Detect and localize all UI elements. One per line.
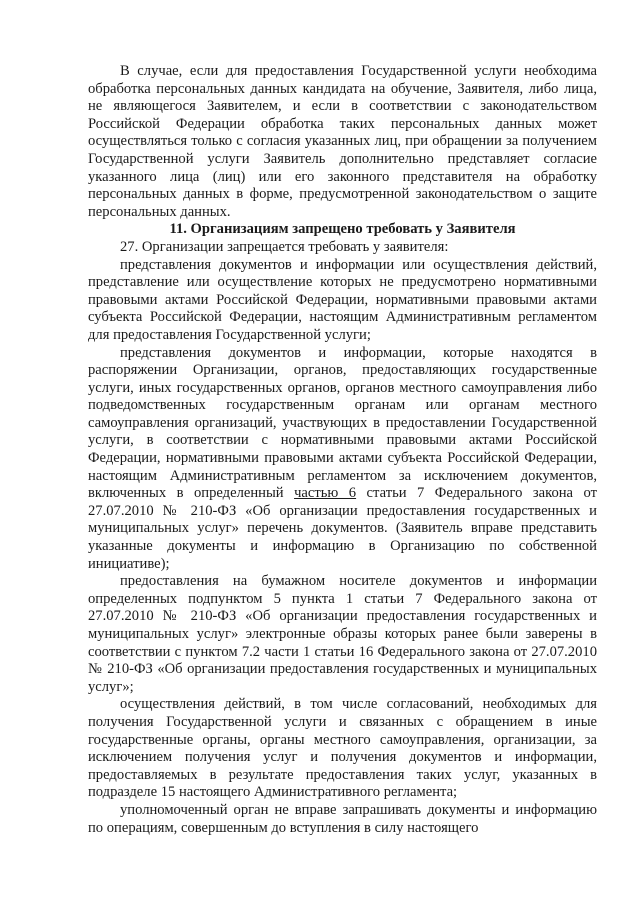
item-2-text-before: представления документов и информации, которые находятся в распоряжении Организации, органов, предоставляющих государственные услуги, иных государственных органов, органов местного самоуправления либо подведомственных государственным органам или органам местного самоуправления организаций, участвующих в предоставлении Государственной услуги, в соответствии с нормативными правовыми актами Российской Федерации, нормативными правовыми актами субъекта Российской Федерации, настоящим Административным регламентом за исключением документов, включенных в определенный [88, 344, 597, 502]
section-heading: 11. Организациям запрещено требовать у Заявителя [169, 221, 516, 238]
intro-paragraph: В случае, если для предоставления Государственной услуги необходима обработка персональных данных кандидата на обучение, Заявителя, либо лица, не являющегося Заявителем, и если в соответствии с законодательством Российской Федерации обработка таких персональных данных может осуществляться только с согласия указанных лиц, при обращении за получением Государственной услуги Заявитель дополнительно представляет согласие указанного лица (лиц) или его законного представителя на обработку персональных данных в форме, предусмотренной законодательством о защите персональных данных. [88, 63, 597, 220]
prohibition-item-5: уполномоченный орган не вправе запрашивать документы и информацию по операциям, совершенным до вступления в силу настоящего [88, 801, 597, 836]
prohibition-item-4: осуществления действий, в том числе согласований, необходимых для получения Государственной услуги и связанных с обращением в иные государственные органы, органы местного самоуправления, организации, за исключением получения услуг и получения документов и информации, предоставляемых в результате предоставления таких услуг, указанных в подразделе 15 настоящего Административного регламента; [88, 696, 597, 801]
law-part-link[interactable]: частью 6 [294, 485, 357, 502]
document-page [88, 63, 597, 837]
prohibition-item-3: предоставления на бумажном носителе документов и информации определенных подпунктом 5 пункта 1 статьи 7 Федерального закона от 27.07.2010 № 210-ФЗ «Об организации предоставления государственных и муниципальных услуг» электронные образы которых ранее были заверены в соответствии с пунктом 7.2 части 1 статьи 16 Федерального закона от 27.07.2010 № 210-ФЗ «Об организации предоставления государственных и муниципальных услуг»; [88, 573, 597, 695]
clause-27: 27. Организации запрещается требовать у заявителя: [120, 238, 449, 255]
prohibition-item-1: представления документов и информации или осуществления действий, представление или осуществление которых не предусмотрено нормативными правовыми актами Российской Федерации, нормативными правовыми актами субъекта Российской Федерации, настоящим Административным регламентом для предоставления Государственной услуги; [88, 256, 597, 343]
item-2-text-after: статьи 7 Федерального закона от 27.07.2010 № 210-ФЗ «Об организации предоставления государственных и муниципальных услуг» перечень документов. (Заявитель вправе представить указанные документы и информацию в Организацию по собственной инициативе); [88, 485, 597, 572]
prohibition-item-2 [88, 345, 597, 574]
